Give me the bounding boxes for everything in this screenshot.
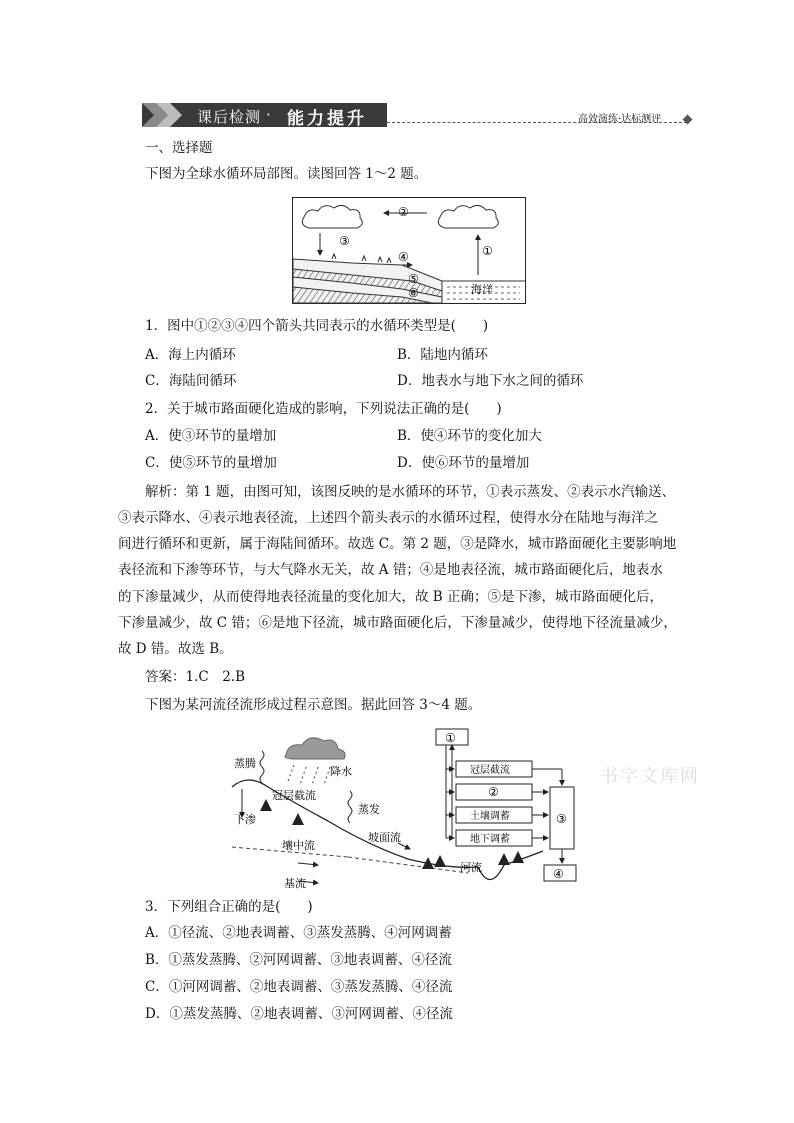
q3-option-d[interactable]: D．①蒸发蒸腾、②地表调蓄、③河网调蓄、④径流 xyxy=(145,1006,453,1022)
label-5: ⑤ xyxy=(408,272,419,286)
q2-option-b[interactable]: B．使④环节的变化加大 xyxy=(397,428,542,444)
analysis-line: 间进行循环和更新，属于海陆间循环。故选 C。第 2 题，③是降水，城市路面硬化主要影响地 xyxy=(118,536,677,552)
rain-cloud-icon xyxy=(285,738,345,759)
flow-label-2: ② xyxy=(488,785,499,799)
label-transpiration: 蒸腾 xyxy=(234,757,256,770)
flow-label-4: ④ xyxy=(553,867,564,881)
label-slope-flow: 坡面流 xyxy=(368,831,401,844)
answer: 答案：1.C 2.B xyxy=(145,669,246,685)
label-infiltration: 下渗 xyxy=(234,813,256,826)
q3-option-b[interactable]: B．①蒸发蒸腾、②河网调蓄、③地表调蓄、④径流 xyxy=(145,952,452,968)
header-section-label: 课后检测 xyxy=(197,108,262,126)
label-interflow: 壤中流 xyxy=(282,839,315,852)
label-ocean: 海洋 xyxy=(471,283,493,296)
label-3: ③ xyxy=(339,234,350,248)
flow-label-canopy: 冠层截流 xyxy=(470,765,510,776)
q3-option-a[interactable]: A．①径流、②地表调蓄、③蒸发蒸腾、④河网调蓄 xyxy=(145,925,452,941)
analysis-line: 表径流和下渗等环节，与大气降水无关，故 A 错；④是地表径流，城市路面硬化后，地表水 xyxy=(118,562,663,578)
header-title: 能力提升 xyxy=(287,109,367,129)
analysis-line: 解析：第 1 题，由图可知，该图反映的是水循环的环节，①表示蒸发、②表示水汽输送、 xyxy=(145,484,676,500)
analysis-line: 下渗量减少，故 C 错；⑥是地下径流，城市路面硬化后，下渗量减少，使得地下径流量减少， xyxy=(118,615,677,631)
analysis-line: ③表示降水、④表示地表径流，上述四个箭头表示的水循环过程，使得水分在陆地与海洋之 xyxy=(118,510,658,526)
q2-stem: 2．关于城市路面硬化造成的影响，下列说法正确的是( ) xyxy=(145,401,502,417)
label-2: ② xyxy=(398,205,409,219)
analysis-line: 故 D 错。故选 B。 xyxy=(118,641,233,657)
section-title: 一、选择题 xyxy=(145,140,213,156)
q1-stem: 1．图中①②③④四个箭头共同表示的水循环类型是( ) xyxy=(145,318,489,334)
watermark: 书字文库网 xyxy=(600,766,700,787)
label-precipitation: 降水 xyxy=(330,765,352,778)
section-header xyxy=(142,103,387,127)
header-dot: · xyxy=(266,106,272,124)
q1-option-d[interactable]: D．地表水与地下水之间的循环 xyxy=(397,373,584,389)
label-canopy-interception: 冠层截流 xyxy=(272,789,316,802)
flow-label-ground: 地下调蓄 xyxy=(470,834,510,845)
q2-option-c[interactable]: C．使⑤环节的量增加 xyxy=(145,455,277,471)
label-1: ① xyxy=(482,244,493,258)
intro-2: 下图为某河流径流形成过程示意图。据此回答 3～4 题。 xyxy=(145,697,482,713)
q2-option-a[interactable]: A．使③环节的量增加 xyxy=(145,428,277,444)
header-right-text: 高效演练·达标测评 xyxy=(578,114,662,125)
intro-1: 下图为全球水循环局部图。读图回答 1～2 题。 xyxy=(145,166,428,182)
q1-option-b[interactable]: B．陆地内循环 xyxy=(397,347,488,363)
q1-option-a[interactable]: A．海上内循环 xyxy=(145,347,236,363)
label-4: ④ xyxy=(398,250,409,264)
analysis-line: 的下渗量减少，从而使得地表径流量的变化加大，故 B 正确；⑤是下渗，城市路面硬化后， xyxy=(118,589,664,605)
flow-label-1: ① xyxy=(445,731,456,745)
label-6: ⑥ xyxy=(408,286,419,300)
water-cycle-figure xyxy=(292,197,526,304)
chevron-icon xyxy=(142,103,192,127)
label-river: 河流 xyxy=(460,861,482,874)
flow-label-3: ③ xyxy=(556,812,567,826)
q2-option-d[interactable]: D．使⑥环节的量增加 xyxy=(397,455,530,471)
q3-option-c[interactable]: C．①河网调蓄、②地表调蓄、③蒸发蒸腾、④径流 xyxy=(145,979,453,995)
q1-option-c[interactable]: C．海陆间循环 xyxy=(145,373,237,389)
label-evaporation: 蒸发 xyxy=(358,803,380,816)
q3-stem: 3．下列组合正确的是( ) xyxy=(145,899,313,915)
runoff-figure xyxy=(228,725,584,893)
flow-label-soil: 土壤调蓄 xyxy=(470,811,510,822)
label-baseflow: 基流 xyxy=(284,877,306,890)
